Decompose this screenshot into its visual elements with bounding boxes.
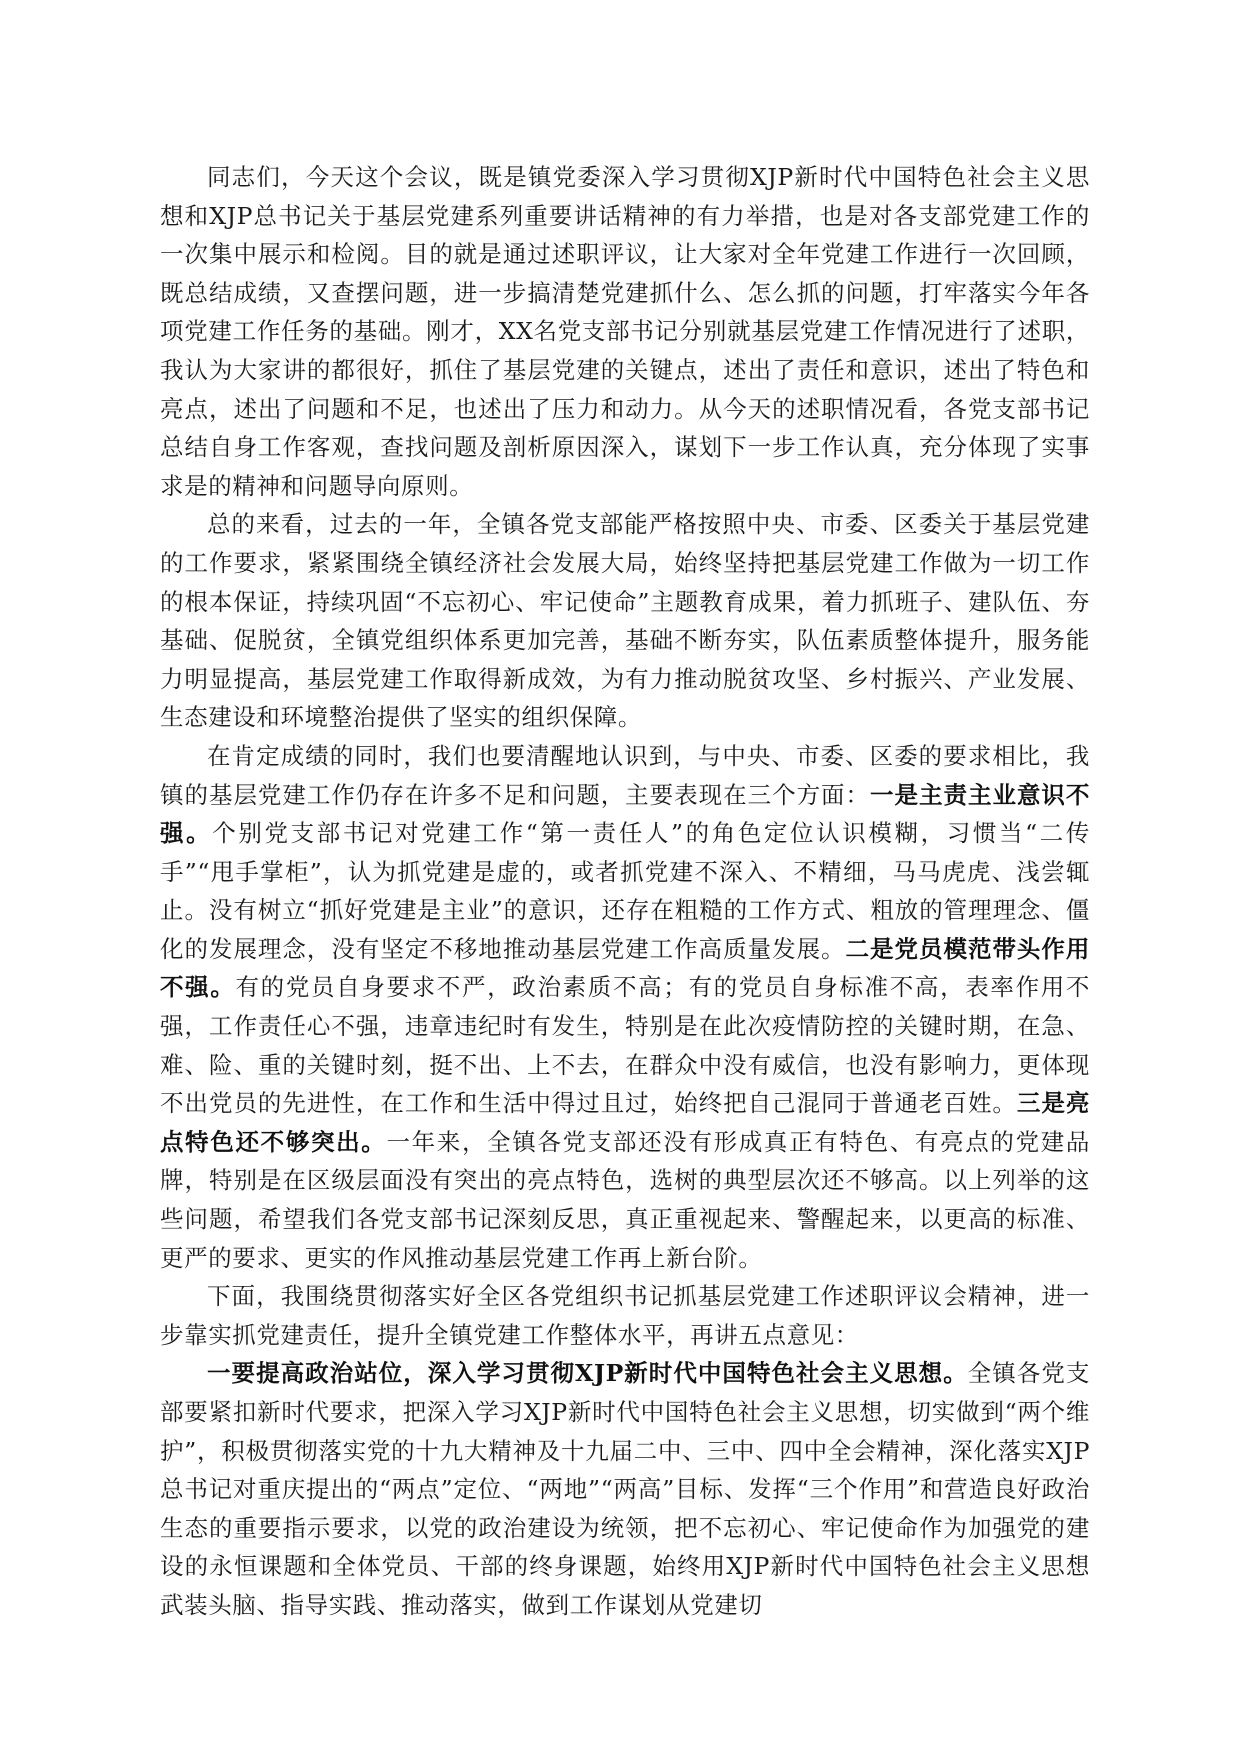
paragraph-point-1 — [160, 1354, 1090, 1624]
paragraph-text: 一年来，全镇各党支部还没有形成真正有特色、有亮点的党建品牌，特别是在区级层面没有突出的亮点特色，选树的典型层次还不够高。以上列举的这些问题，希望我们各党支部书记深刻反思，真正重视起来、警醒起来，以更高的标准、更严的要求、更实的作风推动基层党建工作再上新台阶。 — [160, 1127, 1090, 1272]
problem-heading-1: 一是主责主业意识不强。 — [160, 780, 1090, 848]
paragraph-text: 同志们，今天这个会议，既是镇党委深入学习贯彻XJP新时代中国特色社会主义思想和XJP总书记关于基层党建系列重要讲话精神的有力举措，也是对各支部党建工作的一次集中展示和检阅。目的就是通过述职评议，让大家对全年党建工作进行一次回顾，既总结成绩，又查摆问题，进一步搞清楚党建抓什么、怎么抓的问题，打牢落实今年各项党建工作任务的基础。刚才，XX名党支部书记分别就基层党建工作情况进行了述职，我认为大家讲的都很好，抓住了基层党建的关键点，述出了责任和意识，述出了特色和亮点，述出了问题和不足，也述出了压力和动力。从今天的述职情况看，各党支部书记总结自身工作客观，查找问题及剖析原因深入，谋划下一步工作认真，充分体现了实事求是的精神和问题导向原则。 — [160, 163, 1090, 500]
paragraph-text: 总的来看，过去的一年，全镇各党支部能严格按照中央、市委、区委关于基层党建的工作要求，紧紧围绕全镇经济社会发展大局，始终坚持把基层党建工作做为一切工作的根本保证，持续巩固“不忘初心、牢记使命”主题教育成果，着力抓班子、建队伍、夯基础、促脱贫，全镇党组织体系更加完善，基础不断夯实，队伍素质整体提升，服务能力明显提高，基层党建工作取得新成效，为有力推动脱贫攻坚、乡村振兴、产业发展、生态建设和环境整治提供了坚实的组织保障。 — [160, 510, 1090, 732]
paragraph-text: 个别党支部书记对党建工作“第一责任人”的角色定位认识模糊，习惯当“二传手”“甩手掌柜”，认为抓党建是虚的，或者抓党建不深入、不精细，马马虎虎、浅尝辄止。没有树立“抓好党建是主业”的意识，还存在粗糙的工作方式、粗放的管理理念、僵化的发展理念，没有坚定不移地推动基层党建工作高质量发展。 — [160, 819, 1090, 963]
paragraph-text: 有的党员自身要求不严，政治素质不高；有的党员自身标准不高，表率作用不强，工作责任心不强，违章违纪时有发生，特别是在此次疫情防控的关键时期，在急、难、险、重的关键时刻，挺不出、上不去，在群众中没有威信，也没有影响力，更体现不出党员的先进性，在工作和生活中得过且过，始终把自己混同于普通老百姓。 — [160, 973, 1090, 1118]
paragraph-text: 在肯定成绩的同时，我们也要清醒地认识到，与中央、市委、区委的要求相比，我镇的基层党建工作仍存在许多不足和问题，主要表现在三个方面： — [160, 741, 1090, 809]
paragraph-problems — [160, 737, 1090, 1277]
paragraph-opening — [160, 158, 1090, 505]
document-body — [160, 158, 1090, 1625]
problem-heading-3: 三是亮点特色还不够突出。 — [160, 1089, 1090, 1156]
paragraph-summary — [160, 505, 1090, 737]
paragraph-text: 全镇各党支部要紧扣新时代要求，把深入学习XJP新时代中国特色社会主义思想，切实做到“两个维护”，积极贯彻落实党的十九大精神及十九届二中、三中、四中全会精神，深化落实XJP总书记对重庆提出的“两点”定位、“两地”“两高”目标、发挥“三个作用”和营造良好政治生态的重要指示要求，以党的政治建设为统领，把不忘初心、牢记使命作为加强党的建设的永恒课题和全体党员、干部的终身课题，始终用XJP新时代中国特色社会主义思想武装头脑、指导实践、推动落实，做到工作谋划从党建切 — [160, 1359, 1091, 1619]
point-heading-1: 一要提高政治站位，深入学习贯彻XJP新时代中国特色社会主义思想。 — [207, 1359, 968, 1388]
paragraph-text: 下面，我围绕贯彻落实好全区各党组织书记抓基层党建工作述职评议会精神，进一步靠实抓党建责任，提升全镇党建工作整体水平，再讲五点意见： — [160, 1282, 1090, 1349]
problem-heading-2: 二是党员模范带头作用不强。 — [160, 934, 1090, 1002]
paragraph-transition — [160, 1277, 1090, 1354]
